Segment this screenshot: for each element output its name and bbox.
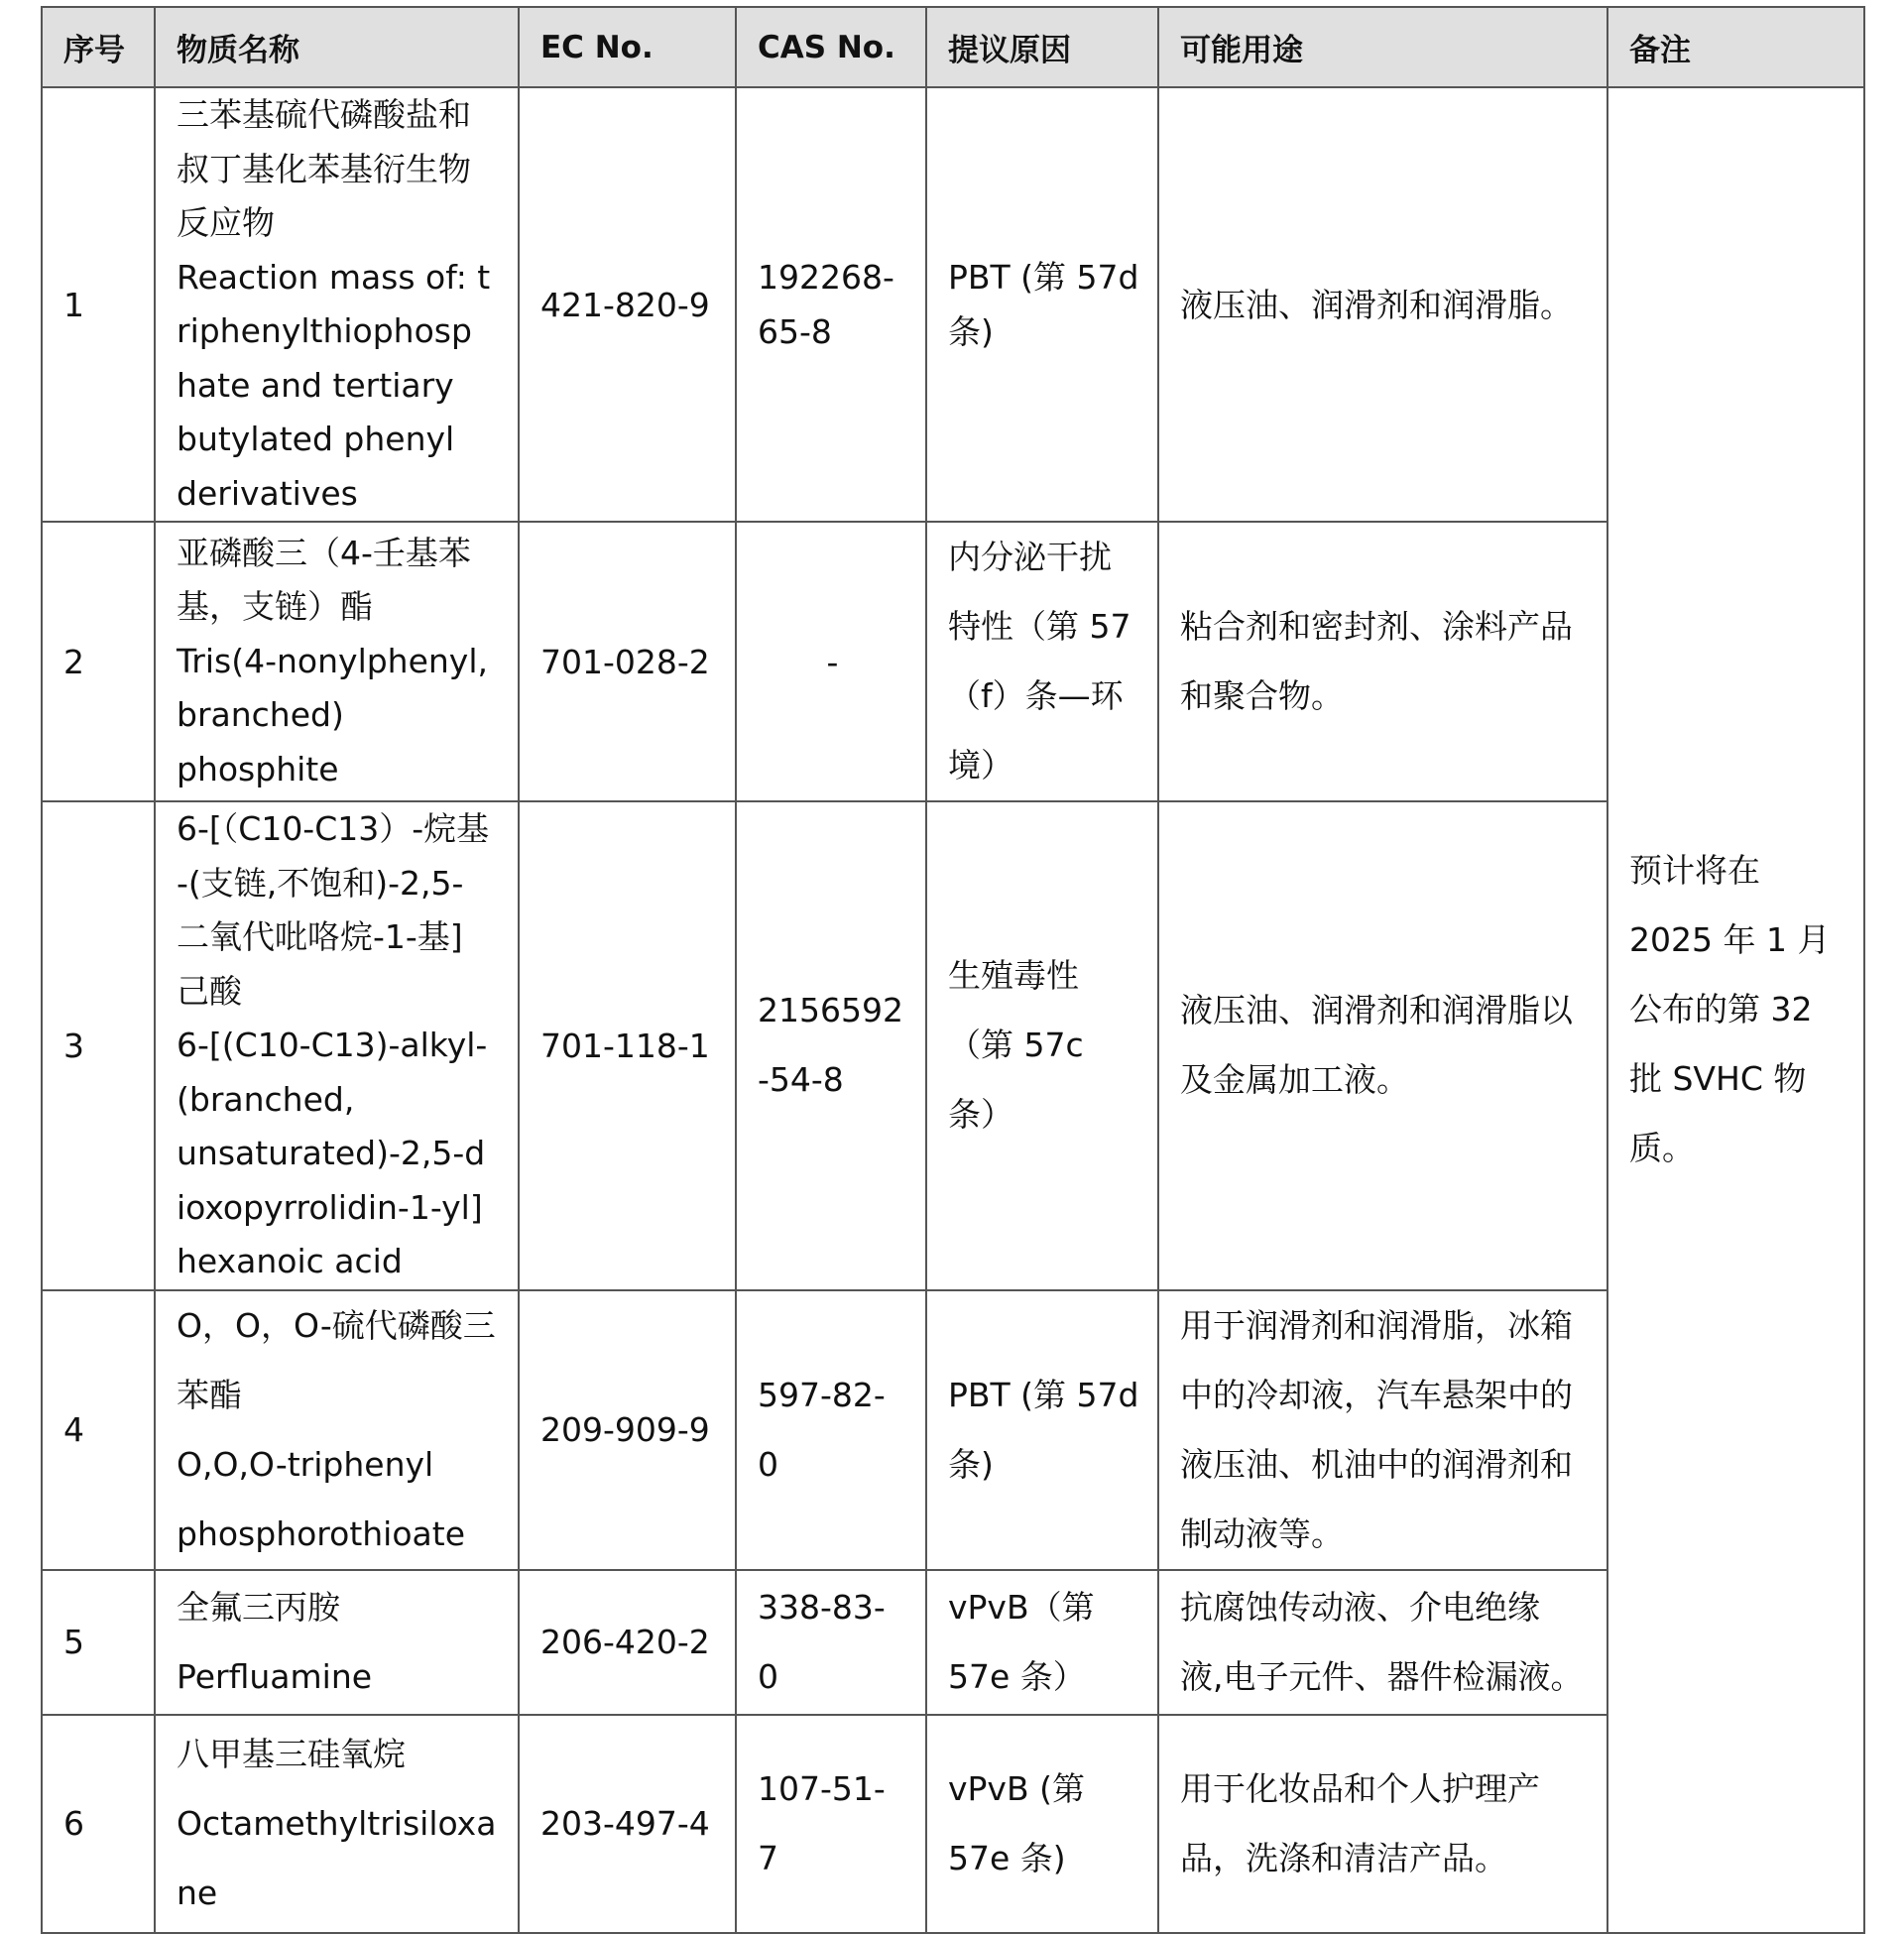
cell-cas-number: - [736,522,926,801]
cell-serial-number: 1 [42,87,155,522]
cell-serial-number: 6 [42,1715,155,1933]
table-row [42,1570,1864,1715]
cell-cas-number: 338-83- 0 [736,1570,926,1715]
cell-possible-uses: 液压油、润滑剂和润滑脂以 及金属加工液。 [1158,801,1607,1290]
cell-proposal-reason: PBT (第 57d 条) [926,1290,1158,1570]
cell-possible-uses: 用于润滑剂和润滑脂，冰箱 中的冷却液，汽车悬架中的 液压油、机油中的润滑剂和 制动液等。 [1158,1290,1607,1570]
table-row [42,801,1864,1290]
cell-cas-number: 192268- 65-8 [736,87,926,522]
cell-ec-number: 701-028-2 [519,522,736,801]
header-cas-number: CAS No. [736,7,926,87]
cell-possible-uses: 用于化妆品和个人护理产 品，洗涤和清洁产品。 [1158,1715,1607,1933]
cell-ec-number: 206-420-2 [519,1570,736,1715]
cell-possible-uses: 抗腐蚀传动液、介电绝缘 液,电子元件、器件检漏液。 [1158,1570,1607,1715]
cell-proposal-reason: 内分泌干扰 特性（第 57 （f）条—环 境） [926,522,1158,801]
cell-ec-number: 209-909-9 [519,1290,736,1570]
cell-proposal-reason: 生殖毒性 （第 57c 条） [926,801,1158,1290]
table-row [42,87,1864,522]
cell-ec-number: 203-497-4 [519,1715,736,1933]
cell-remarks: 预计将在 2025 年 1 月 公布的第 32 批 SVHC 物 质。 [1607,87,1864,1933]
header-proposal-reason: 提议原因 [926,7,1158,87]
svhc-table-container [41,6,1865,1934]
cell-ec-number: 701-118-1 [519,801,736,1290]
header-possible-uses: 可能用途 [1158,7,1607,87]
header-serial-number: 序号 [42,7,155,87]
cell-cas-number: 597-82- 0 [736,1290,926,1570]
table-row [42,1290,1864,1570]
cell-substance-name: 三苯基硫代磷酸盐和 叔丁基化苯基衍生物 反应物 Reaction mass of: t riphenylthiophosp hate and tertiary butylated phenyl derivatives [155,87,519,522]
cell-cas-number: 2156592 -54-8 [736,801,926,1290]
cell-substance-name: O，O，O-硫代磷酸三 苯酯 O,O,O-triphenyl phosphorothioate [155,1290,519,1570]
cell-serial-number: 4 [42,1290,155,1570]
cell-substance-name: 6-[（C10-C13）-烷基 -(支链,不饱和)-2,5- 二氧代吡咯烷-1-基] 己酸 6-[(C10-C13)-alkyl- (branched, unsaturated)-2,5-d ioxopyrrolidin-1-yl] hexanoic acid [155,801,519,1290]
cell-proposal-reason: vPvB (第 57e 条) [926,1715,1158,1933]
header-remarks: 备注 [1607,7,1864,87]
cell-serial-number: 2 [42,522,155,801]
table-header-row [42,7,1864,87]
table-row [42,522,1864,801]
cell-substance-name: 亚磷酸三（4-壬基苯 基，支链）酯 Tris(4-nonylphenyl, branched) phosphite [155,522,519,801]
cell-substance-name: 八甲基三硅氧烷 Octamethyltrisiloxa ne [155,1715,519,1933]
cell-cas-number: 107-51- 7 [736,1715,926,1933]
cell-proposal-reason: vPvB（第 57e 条） [926,1570,1158,1715]
cell-substance-name: 全氟三丙胺 Perfluamine [155,1570,519,1715]
header-ec-number: EC No. [519,7,736,87]
cell-possible-uses: 液压油、润滑剂和润滑脂。 [1158,87,1607,522]
cell-ec-number: 421-820-9 [519,87,736,522]
cell-serial-number: 3 [42,801,155,1290]
cell-serial-number: 5 [42,1570,155,1715]
svhc-substance-table [41,6,1865,1934]
header-substance-name: 物质名称 [155,7,519,87]
table-row [42,1715,1864,1933]
cell-possible-uses: 粘合剂和密封剂、涂料产品 和聚合物。 [1158,522,1607,801]
cell-proposal-reason: PBT (第 57d 条) [926,87,1158,522]
